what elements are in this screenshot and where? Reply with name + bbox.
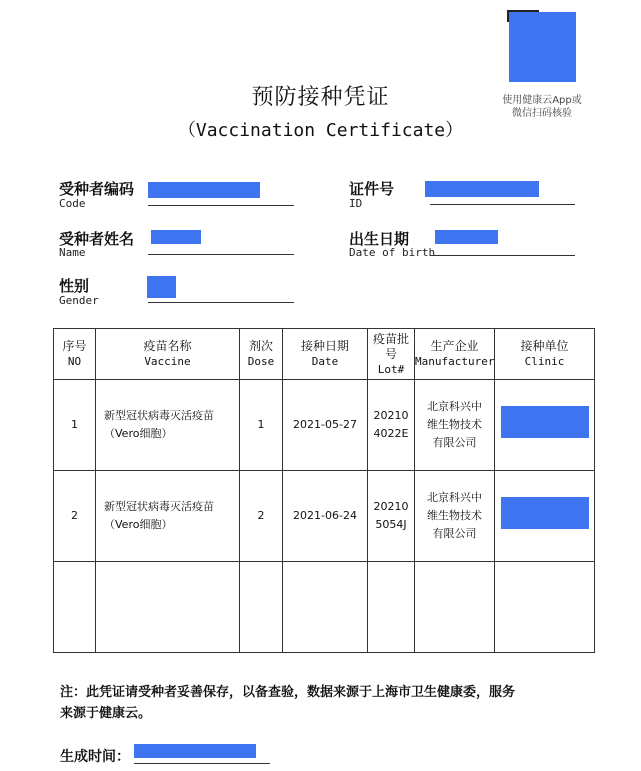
title-chinese: 预防接种凭证 (251, 85, 390, 110)
cell-clinic (495, 471, 595, 562)
generated-time-underline (134, 763, 270, 764)
dob-underline (430, 255, 575, 256)
table-row (54, 380, 595, 471)
cell-lot: 20210 4022E (368, 380, 415, 471)
name-value-redacted (151, 230, 201, 244)
clinic-redacted (501, 406, 589, 438)
cell-no: 1 (54, 380, 96, 471)
header-date: 接种日期 Date (283, 329, 368, 380)
cell-no: 2 (54, 471, 96, 562)
cell-date: 2021-05-27 (283, 380, 368, 471)
header-manufacturer: 生产企业 Manufacturer (415, 329, 495, 380)
qr-caption-line2: 微信扫码核验 (512, 108, 572, 119)
code-value-redacted (148, 182, 260, 198)
header-lot: 疫苗批号 Lot# (368, 329, 415, 380)
dob-label-cn: 出生日期 (349, 230, 410, 248)
table-row-empty (54, 562, 595, 653)
generated-time-label: 生成时间： (60, 749, 130, 765)
gender-label-en: Gender (59, 294, 99, 307)
gender-underline (148, 302, 294, 303)
cell-lot: 20210 5054J (368, 471, 415, 562)
table-row (54, 471, 595, 562)
code-underline (148, 205, 294, 206)
gender-value-redacted (147, 276, 176, 298)
cell-vaccine: 新型冠状病毒灭活疫苗 （Vero细胞） (96, 471, 240, 562)
cell-vaccine: 新型冠状病毒灭活疫苗 （Vero细胞） (96, 380, 240, 471)
id-underline (430, 204, 575, 205)
footer-note-line2: 来源于健康云。 (60, 706, 152, 721)
cell-manufacturer: 北京科兴中 维生物技术 有限公司 (415, 380, 495, 471)
dob-label-en: Date of birth (349, 246, 436, 259)
code-label-cn: 受种者编码 (59, 180, 135, 198)
cell-manufacturer: 北京科兴中 维生物技术 有限公司 (415, 471, 495, 562)
cell-dose: 2 (240, 471, 283, 562)
header-vaccine: 疫苗名称 Vaccine (96, 329, 240, 380)
dob-value-redacted (435, 230, 498, 244)
gender-label-cn: 性别 (59, 277, 90, 295)
generated-time-redacted (134, 744, 256, 758)
title-english: （Vaccination Certificate） (177, 120, 464, 141)
name-underline (148, 254, 294, 255)
footer-note (60, 682, 600, 724)
header-clinic: 接种单位 Clinic (495, 329, 595, 380)
id-value-redacted (425, 181, 539, 197)
code-label-en: Code (59, 197, 86, 210)
id-label-en: ID (349, 197, 363, 210)
clinic-redacted (501, 497, 589, 529)
cell-clinic (495, 380, 595, 471)
vaccination-table (53, 328, 595, 653)
qr-caption-line1: 使用健康云App或 (502, 95, 582, 106)
qr-code-redacted (509, 12, 576, 82)
name-label-cn: 受种者姓名 (59, 230, 135, 248)
header-no: 序号 NO (54, 329, 96, 380)
id-label-cn: 证件号 (349, 180, 395, 198)
cell-date: 2021-06-24 (283, 471, 368, 562)
cell-dose: 1 (240, 380, 283, 471)
table-header-row (54, 329, 595, 380)
name-label-en: Name (59, 246, 86, 259)
footer-note-line1: 注：此凭证请受种者妥善保存，以备查验，数据来源于上海市卫生健康委，服务 (60, 685, 516, 700)
header-dose: 剂次 Dose (240, 329, 283, 380)
